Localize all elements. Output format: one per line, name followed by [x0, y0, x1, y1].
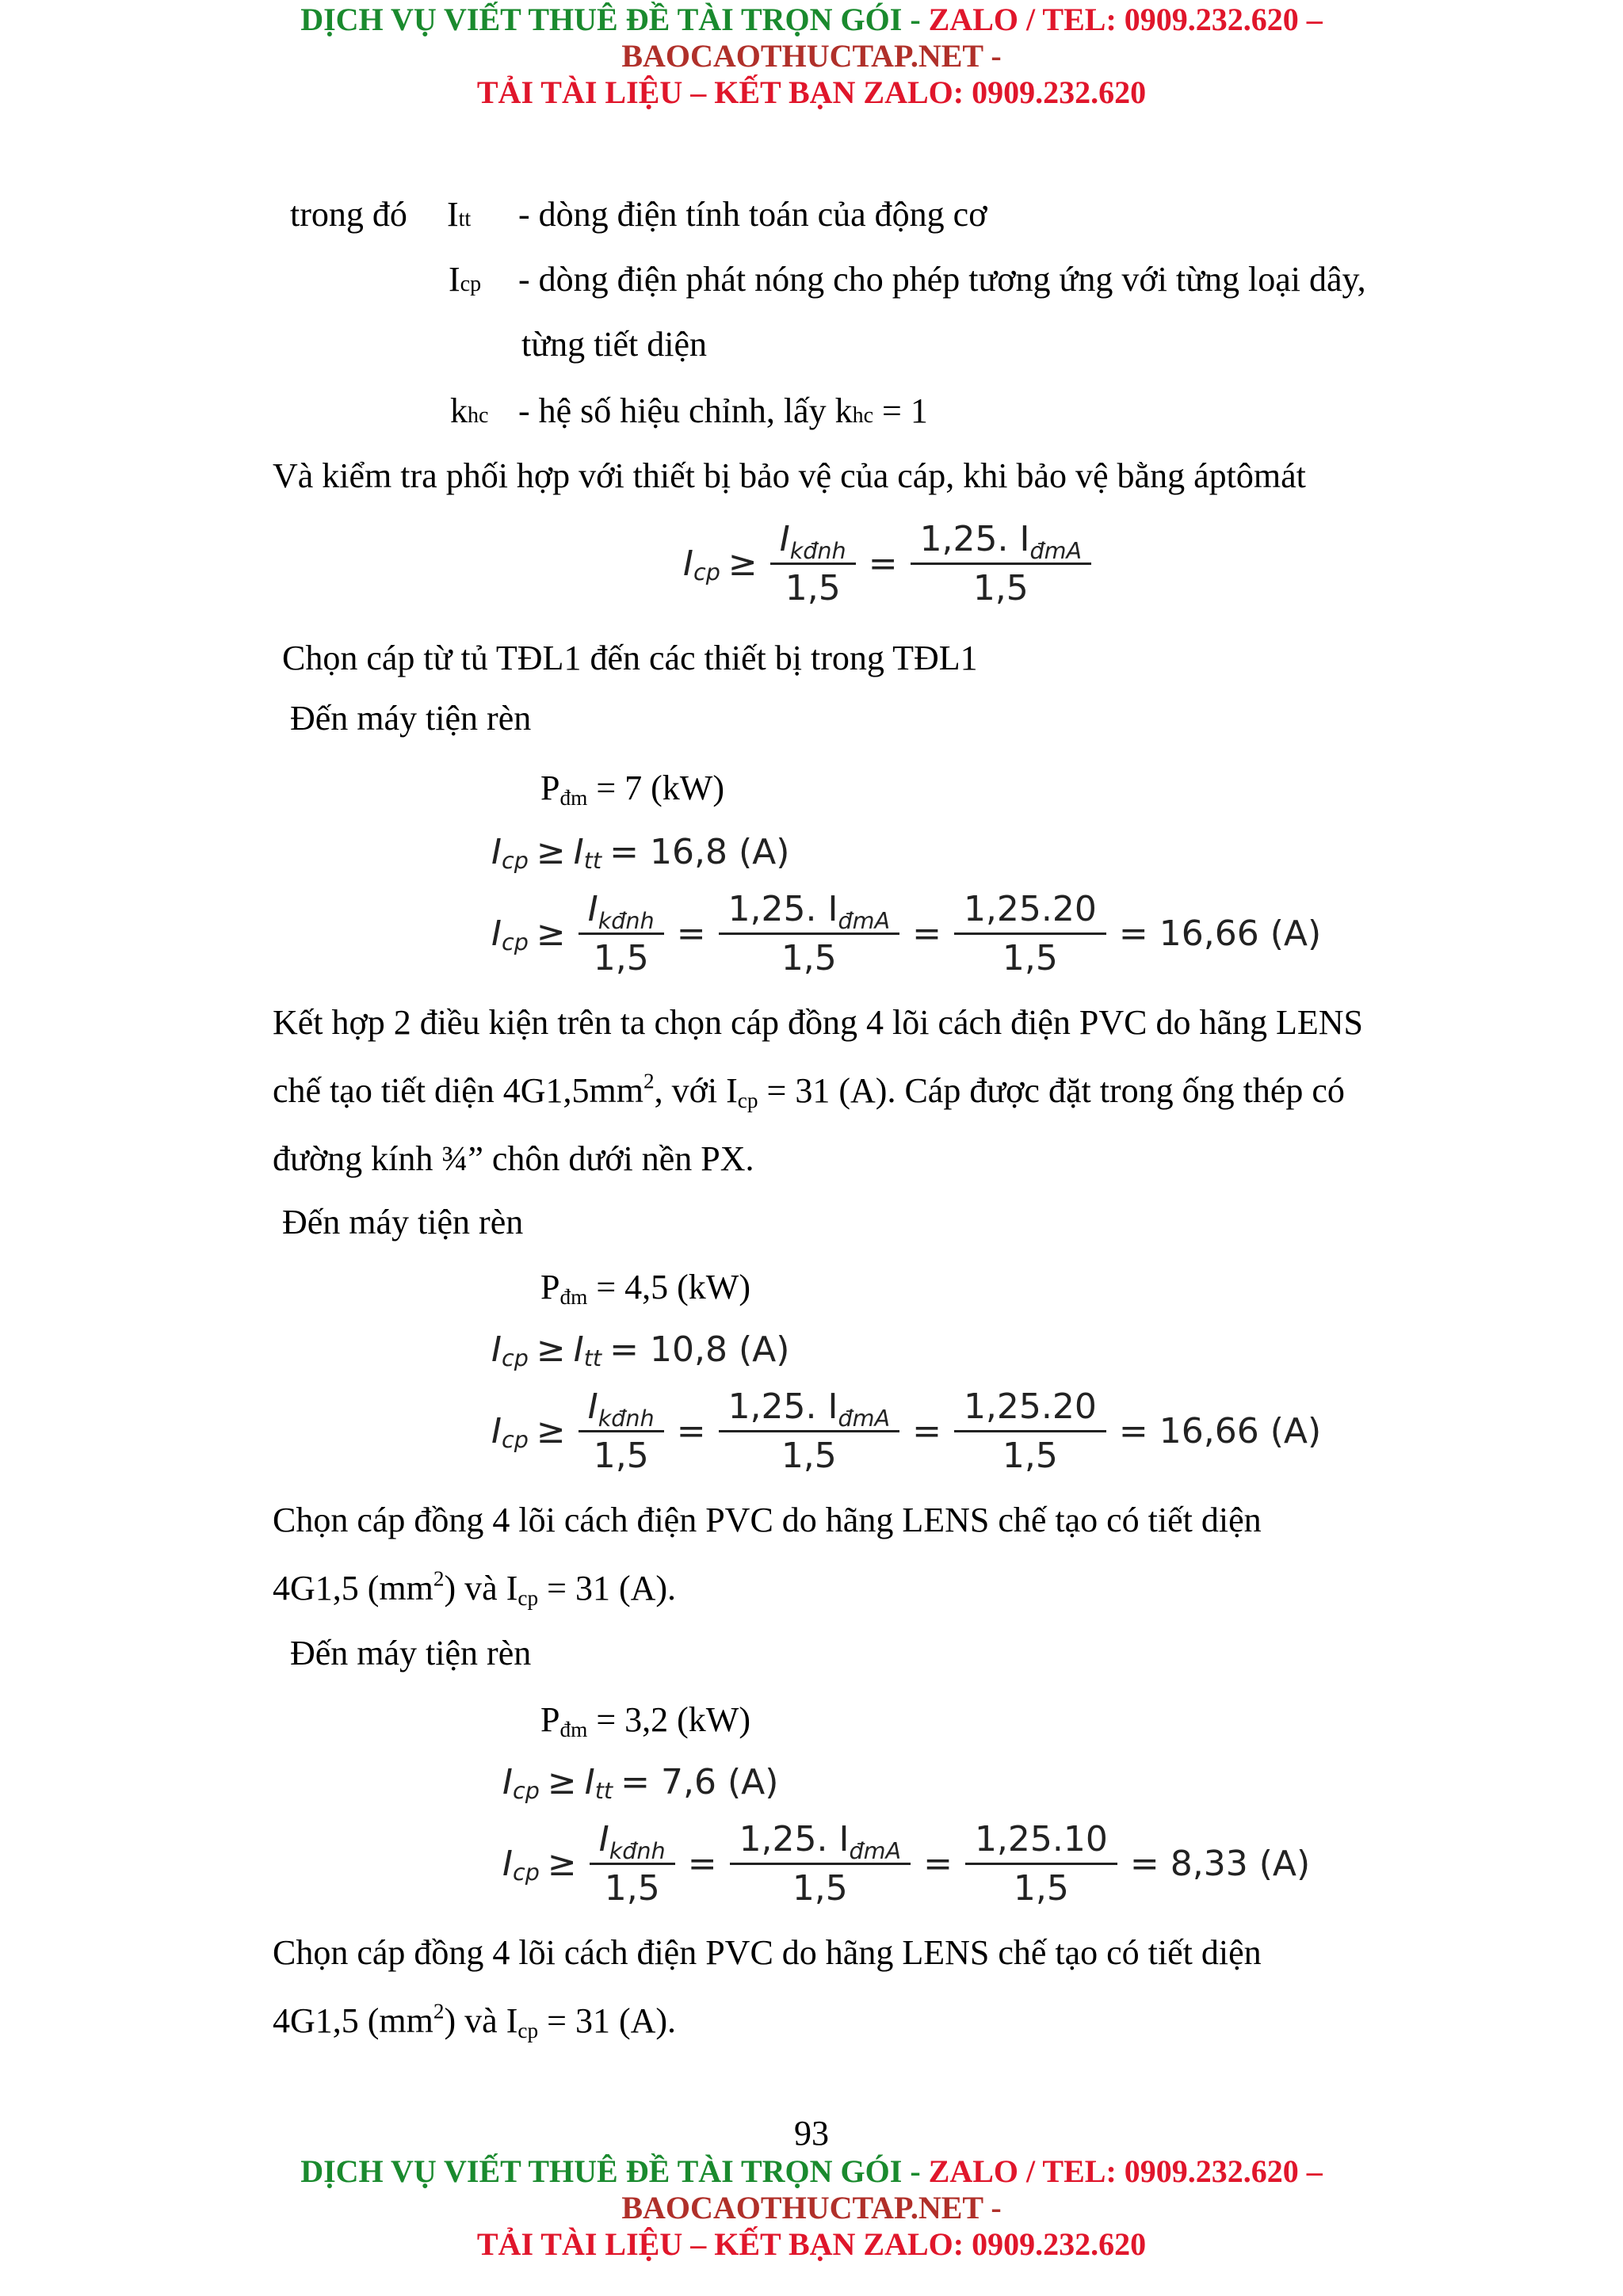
- fraction: [959, 889, 1102, 978]
- definitions-lead: trong đó: [290, 195, 407, 234]
- power-text: P: [540, 769, 560, 807]
- footer-service-text: DỊCH VỤ VIẾT THUÊ ĐỀ TÀI TRỌN GÓI -: [300, 2153, 929, 2189]
- math-symbol: I: [779, 519, 790, 559]
- conclusion-text: ) và I: [444, 2001, 518, 2040]
- header-line-3: TẢI TÀI LIỆU – KẾT BẠN ZALO: 0909.232.620: [476, 74, 1147, 110]
- symbol-text: I: [447, 195, 459, 234]
- math-symbol: I: [502, 1762, 513, 1802]
- math-symbol: 1,25. I: [919, 519, 1030, 559]
- conclusion-text: = 31 (A).: [538, 1569, 677, 1608]
- math-symbol: I: [491, 1329, 502, 1370]
- section-1-power: [540, 769, 724, 808]
- section-3-eq2: [502, 1819, 1318, 1909]
- header-line-2: BAOCAOTHUCTAP.NET -: [621, 38, 1002, 74]
- header-line-1: [0, 2, 1623, 38]
- section-1-eq1: [491, 832, 797, 872]
- math-sub: đmA: [1029, 537, 1083, 564]
- definition-itt: - dòng điện tính toán của động cơ: [518, 195, 987, 234]
- superscript: 2: [433, 1999, 445, 2023]
- math-sub: cp: [501, 1425, 529, 1453]
- check-line: Và kiểm tra phối hợp với thiết bị bảo vệ của cáp, khi bảo vệ bằng áptômát: [273, 456, 1306, 495]
- math-operator: =: [868, 543, 898, 584]
- math-symbol: 1,25. I: [727, 889, 838, 929]
- symbol-sub: tt: [458, 207, 472, 231]
- section-1-title: Đến máy tiện rèn: [290, 699, 532, 738]
- symbol-icp: [449, 260, 481, 304]
- math-operator: ≥: [727, 543, 758, 584]
- footer-line-2: BAOCAOTHUCTAP.NET -: [621, 2190, 1002, 2225]
- power-text: P: [540, 1700, 560, 1739]
- math-symbol: I: [502, 1844, 513, 1884]
- math-operator: =: [676, 913, 706, 954]
- math-sub: đmA: [838, 907, 891, 934]
- fraction-denominator: 1,5: [954, 1430, 1106, 1476]
- section-2-conclusion-1: Chọn cáp đồng 4 lõi cách điện PVC do hãng LENS chế tạo có tiết diện: [273, 1501, 1262, 1539]
- math-symbol: 1,25. I: [727, 1386, 838, 1427]
- definition-icp-cont: từng tiết diện: [521, 325, 708, 364]
- math-sub: kđnh: [609, 1837, 666, 1864]
- math-sub: cp: [512, 1858, 540, 1886]
- fraction-denominator: 1,5: [719, 933, 900, 978]
- symbol-text: k: [450, 391, 468, 430]
- conclusion-text: 4G1,5 (mm: [273, 1569, 433, 1608]
- math-operator: =: [676, 1411, 706, 1451]
- math-sub: cp: [501, 1344, 529, 1371]
- footer-zalo-text: ZALO / TEL: 0909.232.620 –: [928, 2153, 1323, 2189]
- subscript: cp: [737, 1088, 758, 1112]
- power-text: = 3,2 (kW): [587, 1700, 750, 1739]
- symbol-itt: [447, 195, 471, 239]
- fraction-numerator: 1,25.10: [974, 1819, 1108, 1859]
- math-operator: =: [912, 1411, 941, 1451]
- header-service-text: DỊCH VỤ VIẾT THUÊ ĐỀ TÀI TRỌN GÓI -: [300, 2, 929, 37]
- fraction: [583, 1386, 659, 1476]
- fraction-denominator: 1,5: [965, 1863, 1117, 1909]
- math-operator: ≥: [536, 1411, 566, 1451]
- section-1-conclusion-1: Kết hợp 2 điều kiện trên ta chọn cáp đồng 4 lõi cách điện PVC do hãng LENS: [273, 1003, 1363, 1042]
- math-symbol: 1,25. I: [739, 1819, 850, 1859]
- definition-icp: - dòng điện phát nóng cho phép tương ứng với từng loại dây,: [518, 260, 1366, 299]
- section-3-conclusion-1: Chọn cáp đồng 4 lõi cách điện PVC do hãng LENS chế tạo có tiết diện: [273, 1933, 1262, 1972]
- section-1-eq2: [491, 889, 1329, 978]
- math-symbol: I: [584, 1762, 595, 1802]
- definition-sub: hc: [852, 403, 874, 428]
- conclusion-text: 4G1,5 (mm: [273, 2001, 433, 2040]
- power-text: P: [540, 1268, 560, 1306]
- fraction: [735, 1819, 907, 1909]
- math-symbol: I: [491, 832, 502, 872]
- section-1-conclusion-3: đường kính ¾” chôn dưới nền PX.: [273, 1139, 754, 1178]
- header-zalo-text: ZALO / TEL: 0909.232.620 –: [928, 2, 1323, 37]
- fraction-denominator: 1,5: [590, 1863, 675, 1909]
- fraction: [775, 519, 851, 608]
- definition-text: = 1: [873, 391, 928, 430]
- fraction: [959, 1386, 1102, 1476]
- section-2-eq1: [491, 1329, 797, 1370]
- symbol-text: I: [449, 260, 460, 299]
- math-operator: ≥: [536, 913, 566, 954]
- math-sub: cp: [501, 928, 529, 955]
- math-operator: =: [912, 913, 941, 954]
- fraction: [970, 1819, 1113, 1909]
- math-symbol: I: [491, 1411, 502, 1451]
- math-symbol: I: [491, 913, 502, 954]
- math-result: = 7,6 (A): [621, 1762, 779, 1802]
- math-sub: kđnh: [598, 907, 655, 934]
- fraction-numerator: 1,25.20: [963, 889, 1097, 929]
- superscript: 2: [643, 1069, 655, 1093]
- section-3-power: [540, 1700, 750, 1740]
- math-result: = 8,33 (A): [1129, 1844, 1311, 1884]
- math-operator: ≥: [547, 1844, 577, 1884]
- symbol-sub: cp: [460, 272, 482, 296]
- math-result: = 16,66 (A): [1118, 913, 1322, 954]
- math-sub: kđnh: [789, 537, 846, 564]
- section-3-conclusion-2: [273, 2001, 676, 2041]
- section-3-title: Đến máy tiện rèn: [290, 1634, 532, 1672]
- math-sub: tt: [583, 846, 602, 874]
- subscript: cp: [517, 1585, 539, 1610]
- power-sub: đm: [559, 1717, 588, 1741]
- math-symbol: I: [573, 1329, 584, 1370]
- math-sub: đmA: [849, 1837, 902, 1864]
- symbol-khc: [450, 391, 488, 436]
- math-symbol: I: [683, 543, 693, 584]
- math-symbol: I: [587, 889, 598, 929]
- fraction: [915, 519, 1087, 608]
- superscript: 2: [433, 1566, 445, 1591]
- conclusion-text: chế tạo tiết diện 4G1,5mm: [273, 1071, 643, 1110]
- conclusion-text: ) và I: [444, 1569, 518, 1608]
- math-result: = 10,8 (A): [609, 1329, 790, 1370]
- section-2-eq2: [491, 1386, 1329, 1476]
- math-sub: cp: [693, 558, 720, 585]
- fraction: [724, 889, 896, 978]
- math-symbol: I: [573, 832, 584, 872]
- section-2-power: [540, 1268, 750, 1307]
- math-symbol: I: [598, 1819, 609, 1859]
- math-operator: ≥: [536, 1329, 566, 1370]
- math-sub: cp: [501, 846, 529, 874]
- math-operator: =: [687, 1844, 717, 1884]
- math-operator: ≥: [547, 1762, 577, 1802]
- symbol-sub: hc: [468, 403, 489, 428]
- fraction-denominator: 1,5: [770, 563, 856, 608]
- power-text: = 4,5 (kW): [587, 1268, 750, 1306]
- fraction-denominator: 1,5: [911, 563, 1092, 608]
- section-1-conclusion-2: [273, 1071, 1345, 1111]
- page-number: 93: [794, 2114, 829, 2153]
- conclusion-text: = 31 (A). Cáp được đặt trong ống thép có: [758, 1071, 1345, 1110]
- math-sub: tt: [583, 1344, 602, 1371]
- fraction-denominator: 1,5: [730, 1863, 911, 1909]
- math-sub: tt: [594, 1776, 613, 1804]
- conclusion-text: = 31 (A).: [538, 2001, 677, 2040]
- fraction: [583, 889, 659, 978]
- fraction-denominator: 1,5: [719, 1430, 900, 1476]
- math-symbol: I: [587, 1386, 598, 1427]
- power-sub: đm: [559, 785, 588, 810]
- general-formula: [683, 519, 1096, 608]
- fraction-numerator: 1,25.20: [963, 1386, 1097, 1427]
- fraction: [724, 1386, 896, 1476]
- math-sub: đmA: [838, 1405, 891, 1432]
- math-result: = 16,8 (A): [609, 832, 790, 872]
- choose-line: Chọn cáp từ tủ TĐL1 đến các thiết bị trong TĐL1: [282, 639, 978, 677]
- section-2-conclusion-2: [273, 1566, 677, 1610]
- definition-text: - hệ số hiệu chỉnh, lấy k: [518, 391, 853, 430]
- math-operator: =: [923, 1844, 953, 1884]
- fraction: [594, 1819, 670, 1909]
- fraction-denominator: 1,5: [954, 933, 1106, 978]
- conclusion-text: , với I: [654, 1071, 738, 1110]
- section-2-title: Đến máy tiện rèn: [282, 1203, 524, 1241]
- footer-line-1: [0, 2153, 1623, 2190]
- math-operator: ≥: [536, 832, 566, 872]
- math-sub: cp: [512, 1776, 540, 1804]
- math-result: = 16,66 (A): [1118, 1411, 1322, 1451]
- fraction-denominator: 1,5: [579, 1430, 664, 1476]
- math-sub: kđnh: [598, 1405, 655, 1432]
- definition-khc: [518, 391, 928, 436]
- power-text: = 7 (kW): [587, 769, 724, 807]
- subscript: cp: [517, 2018, 539, 2042]
- section-3-eq1: [502, 1762, 786, 1802]
- fraction-denominator: 1,5: [579, 933, 664, 978]
- power-sub: đm: [559, 1284, 588, 1309]
- footer-line-3: TẢI TÀI LIỆU – KẾT BẠN ZALO: 0909.232.620: [476, 2226, 1147, 2262]
